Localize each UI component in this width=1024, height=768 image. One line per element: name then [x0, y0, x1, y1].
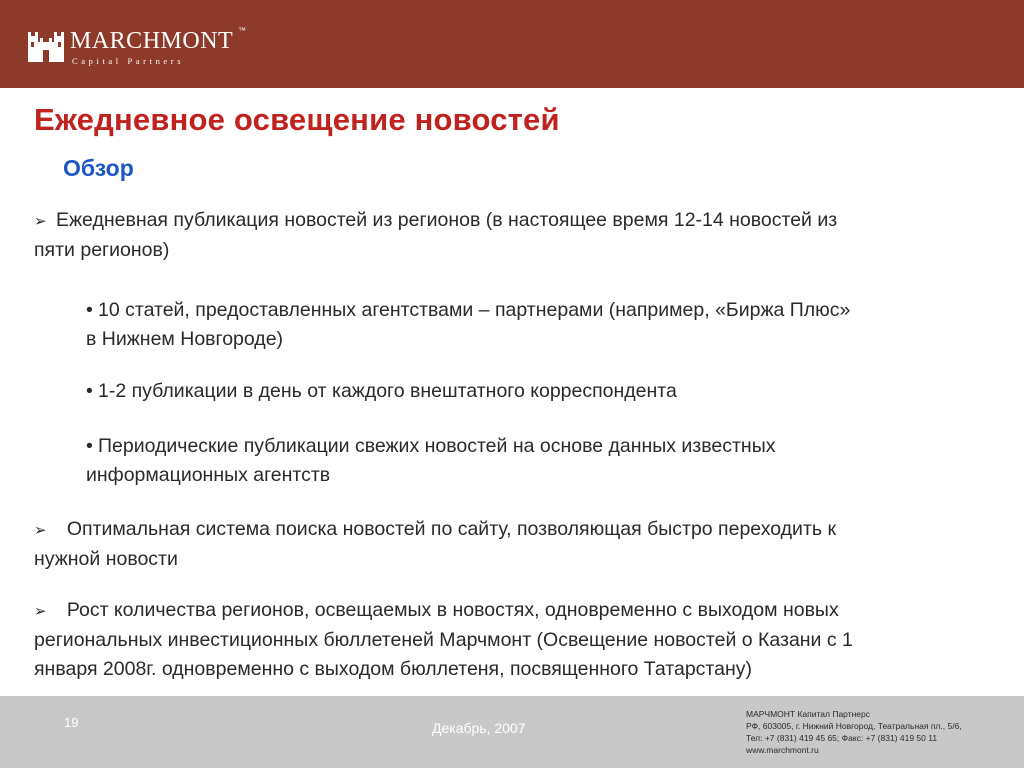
slide-title: Ежедневное освещение новостей: [34, 102, 560, 137]
bullet-dot-icon: •: [86, 380, 93, 402]
footer-company: МАРЧМОНТ Капитал Партнерс: [746, 709, 871, 719]
footer-address: РФ, 603005, г. Нижний Новгород, Театральная пл., 5/6,: [746, 721, 962, 731]
sub-bullet-text: 10 статей, предоставленных агентствами – партнерами (например, «Биржа Плюс»: [98, 299, 851, 321]
sub-bullet-text: Периодические публикации свежих новостей на основе данных известных: [98, 435, 776, 457]
brand-name: MARCHMONT: [70, 28, 234, 54]
footer-contact-info: [746, 708, 1016, 756]
marchmont-logo: [26, 26, 246, 66]
footer-date: Декабрь, 2007: [432, 720, 526, 736]
sub-bullet-text-continued: информационных агентств: [86, 464, 331, 486]
brand-subtitle: Capital Partners: [72, 56, 185, 66]
arrow-bullet-icon: ➢: [34, 522, 47, 539]
arrow-bullet-icon: ➢: [34, 603, 47, 620]
bullet-text: Оптимальная система поиска новостей по сайту, позволяющая быстро переходить к: [66, 518, 836, 540]
slide-footer: [0, 696, 1024, 768]
bullet-dot-icon: •: [86, 299, 93, 321]
bullet-text: Рост количества регионов, освещаемых в новостях, одновременно с выходом новых: [66, 599, 839, 621]
bullet-text-continued: нужной новости: [34, 548, 178, 570]
slide-subtitle: Обзор: [63, 155, 134, 181]
bullet-item: [34, 596, 994, 684]
bullet-text-continued: пяти регионов): [34, 239, 170, 261]
trademark-symbol: ™: [238, 26, 246, 35]
bullet-text-continued: региональных инвестиционных бюллетеней Марчмонт (Освещение новостей о Казани с 1: [34, 629, 853, 651]
bullet-item: [34, 206, 994, 265]
castle-icon: [26, 26, 66, 64]
sub-bullet-text: 1-2 публикации в день от каждого внештатного корреспондента: [98, 380, 677, 402]
footer-website: www.marchmont.ru: [746, 745, 819, 755]
bullet-text: Ежедневная публикация новостей из регионов (в настоящее время 12-14 новостей из: [56, 209, 838, 231]
sub-bullet-item: [86, 432, 1006, 490]
arrow-bullet-icon: ➢: [34, 213, 47, 230]
bullet-text-continued: января 2008г. одновременно с выходом бюллетеня, посвященного Татарстану): [34, 658, 752, 680]
sub-bullet-item: [86, 296, 1006, 354]
sub-bullet-item: [86, 377, 1006, 406]
sub-bullet-text-continued: в Нижнем Новгороде): [86, 328, 284, 350]
footer-phone: Тел: +7 (831) 419 45 65; Факс: +7 (831) 419 50 11: [746, 733, 938, 743]
bullet-dot-icon: •: [86, 435, 93, 457]
bullet-item: [34, 515, 994, 574]
page-number: 19: [64, 715, 79, 730]
slide-header-bar: [0, 0, 1024, 88]
